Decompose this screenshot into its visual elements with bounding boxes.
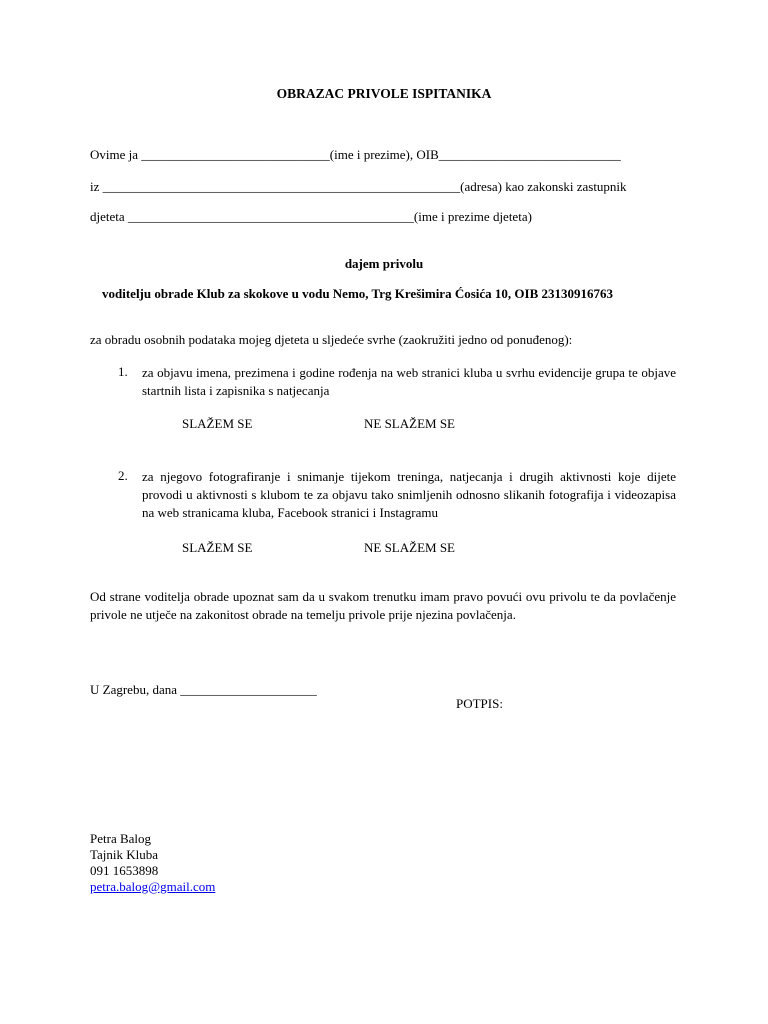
list-item-text: za objavu imena, prezimena i godine rođenja na web stranici kluba u svrhu evidencije grupa te objave startnih lista i zapisnika s natjecanja bbox=[142, 365, 676, 398]
contact-email-link[interactable]: petra.balog@gmail.com bbox=[90, 879, 216, 894]
guardian-name-oib-line: Ovime ja _____________________________(ime i prezime), OIB____________________________ bbox=[90, 147, 621, 162]
purpose-intro: za obradu osobnih podataka mojeg djeteta u sljedeće svrhe (zaokružiti jedno od ponuđenog): bbox=[90, 332, 573, 347]
list-item-text: za njegovo fotografiranje i snimanje tijekom treninga, natjecanja i drugih aktivnosti koje dijete provodi u aktivnosti s klubom te za objavu tako snimljenih odnosno slikanih fotografija i videozapisa na web stranicama kluba, Facebook stranici i Instagramu bbox=[142, 469, 676, 520]
disagree-option-2: NE SLAŽEM SE bbox=[364, 540, 455, 555]
form-title: OBRAZAC PRIVOLE ISPITANIKA bbox=[276, 86, 492, 101]
place-date-line: U Zagrebu, dana _____________________ bbox=[90, 682, 317, 697]
disagree-option-1: NE SLAŽEM SE bbox=[364, 416, 455, 431]
contact-role: Tajnik Kluba bbox=[90, 847, 159, 862]
agree-option-1: SLAŽEM SE bbox=[182, 416, 253, 431]
controller-line: voditelju obrade Klub za skokove u vodu Nemo, Trg Krešimira Ćosića 10, OIB 23130916763 bbox=[102, 286, 613, 301]
signature-label: POTPIS: bbox=[456, 696, 503, 711]
agree-option-2: SLAŽEM SE bbox=[182, 540, 253, 555]
contact-name: Petra Balog bbox=[90, 831, 152, 846]
list-item-number: 2. bbox=[118, 468, 128, 483]
consent-heading: dajem privolu bbox=[344, 256, 424, 271]
child-name-line: djeteta ____________________________________________(ime i prezime djeteta) bbox=[90, 209, 532, 224]
contact-block bbox=[90, 831, 215, 895]
address-line: iz _______________________________________________________(adresa) kao zakonski zastupnik bbox=[90, 179, 627, 194]
list-item-number: 1. bbox=[118, 364, 128, 379]
withdrawal-note: Od strane voditelja obrade upoznat sam da u svakom trenutku imam pravo povući ovu privolu te da povlačenje privole ne utječe na zakonitost obrade na temelju privole prije njezina povlačenja. bbox=[90, 589, 676, 622]
contact-phone: 091 1653898 bbox=[90, 863, 159, 878]
